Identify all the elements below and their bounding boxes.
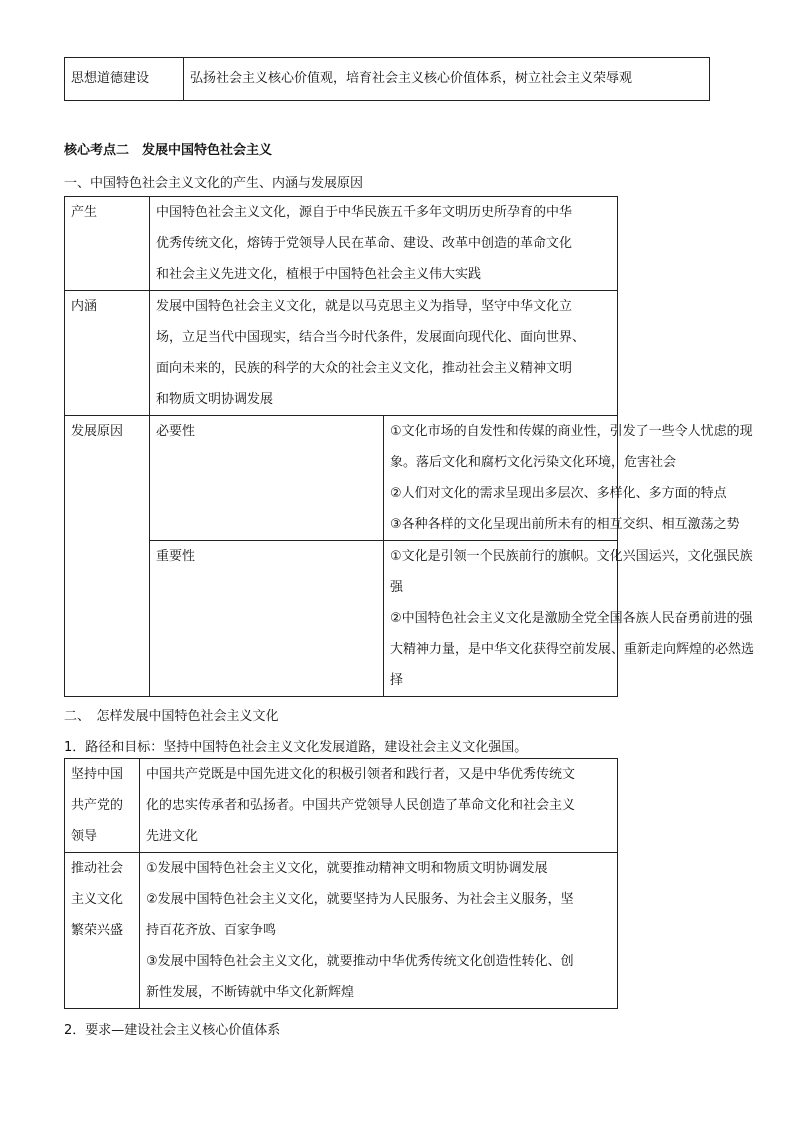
table-row: [65, 58, 710, 101]
text-line: 和物质文明协调发展: [156, 392, 274, 407]
importance-label: 重要性: [150, 541, 384, 697]
table-row: [65, 197, 618, 291]
text-line: ①文化是引领一个民族前行的旗帜。文化兴国运兴，文化强民族: [390, 549, 753, 564]
culture-origin-table: [64, 196, 755, 697]
necessity-content: [384, 416, 753, 541]
text-line: ①发展中国特色社会主义文化，就要推动精神文明和物质文明协调发展: [146, 861, 548, 876]
text-line: 领导: [71, 829, 98, 844]
text-line: 象。落后文化和腐朽文化污染文化环境，危害社会: [390, 455, 677, 470]
part2-title: 二、 怎样发展中国特色社会主义文化: [64, 709, 279, 724]
text-line: ②发展中国特色社会主义文化，就要坚持为人民服务、为社会主义服务，坚: [146, 892, 574, 907]
origin-content: [150, 197, 618, 291]
text-line: 和社会主义先进文化，植根于中国特色社会主义伟大实践: [156, 267, 482, 282]
text-line: 中国共产党既是中国先进文化的积极引领者和践行者，又是中华优秀传统文: [146, 767, 576, 782]
text-line: 先进文化: [146, 829, 199, 844]
reason-label: 发展原因: [65, 416, 150, 697]
connotation-label: 内涵: [65, 291, 150, 416]
text-line: ②人们对文化的需求呈现出多层次、多样化、多方面的特点: [390, 486, 727, 501]
table-row: [65, 759, 618, 853]
text-line: ③各种各样的文化呈现出前所未有的相互交织、相互激荡之势: [390, 517, 740, 532]
prosper-label: [65, 853, 140, 1009]
text-line: 择: [390, 673, 404, 688]
text-line: 推动社会: [71, 861, 124, 876]
text-line: 中国特色社会主义文化，源自于中华民族五千多年文明历史所孕育的中华: [156, 205, 573, 220]
development-path-table: [64, 758, 618, 1009]
text-line: 优秀传统文化，熔铸于党领导人民在革命、建设、改革中创造的革命文化: [156, 236, 573, 251]
ideology-table: [64, 57, 710, 101]
table-row: [65, 291, 618, 416]
text-line: 化的忠实传承者和弘扬者。中国共产党领导人民创造了革命文化和社会主义: [146, 798, 576, 813]
text-line: 大精神力量，是中华文化获得空前发展、重新走向辉煌的必然选: [390, 642, 755, 657]
table-row: [65, 853, 618, 1009]
text-line: 主义文化: [71, 892, 124, 907]
text-line: ③发展中国特色社会主义文化，就要推动中华优秀传统文化创造性转化、创: [146, 954, 574, 969]
text-line: 发展中国特色社会主义文化，就是以马克思主义为指导，坚守中华文化立: [156, 299, 573, 314]
table-row: [65, 416, 618, 541]
text-line: 共产党的: [71, 798, 124, 813]
prosper-content: [140, 853, 618, 1009]
text-line: ②中国特色社会主义文化是激励全党全国各族人民奋勇前进的强: [390, 611, 753, 626]
text-line: 坚持中国: [71, 767, 124, 782]
leadership-label: [65, 759, 140, 853]
text-line: 面向未来的，民族的科学的大众的社会主义文化，推动社会主义精神文明: [156, 361, 573, 376]
text-line: 场，立足当代中国现实，结合当今时代条件，发展面向现代化、面向世界、: [156, 330, 586, 345]
text-line: 强: [390, 580, 404, 595]
row-content: 弘扬社会主义核心价值观，培育社会主义核心价值体系，树立社会主义荣辱观: [184, 58, 710, 101]
item1-title: 1．路径和目标：坚持中国特色社会主义文化发展道路，建设社会主义文化强国。: [64, 740, 528, 755]
text-line: 新性发展，不断铸就中华文化新辉煌: [146, 985, 355, 1000]
leadership-content: [140, 759, 618, 853]
text-line: 持百花齐放、百家争鸣: [146, 923, 277, 938]
necessity-label: 必要性: [150, 416, 384, 541]
item2-title: 2．要求—建设社会主义核心价值体系: [64, 1023, 281, 1038]
importance-content: [384, 541, 755, 697]
text-line: ①文化市场的自发性和传媒的商业性，引发了一些令人忧虑的现: [390, 424, 753, 439]
section-title: 核心考点二 发展中国特色社会主义: [64, 143, 273, 158]
part1-title: 一、中国特色社会主义文化的产生、内涵与发展原因: [64, 176, 364, 191]
text-line: 繁荣兴盛: [71, 923, 124, 938]
connotation-content: [150, 291, 618, 416]
origin-label: 产生: [65, 197, 150, 291]
row-label: 思想道德建设: [65, 58, 184, 101]
